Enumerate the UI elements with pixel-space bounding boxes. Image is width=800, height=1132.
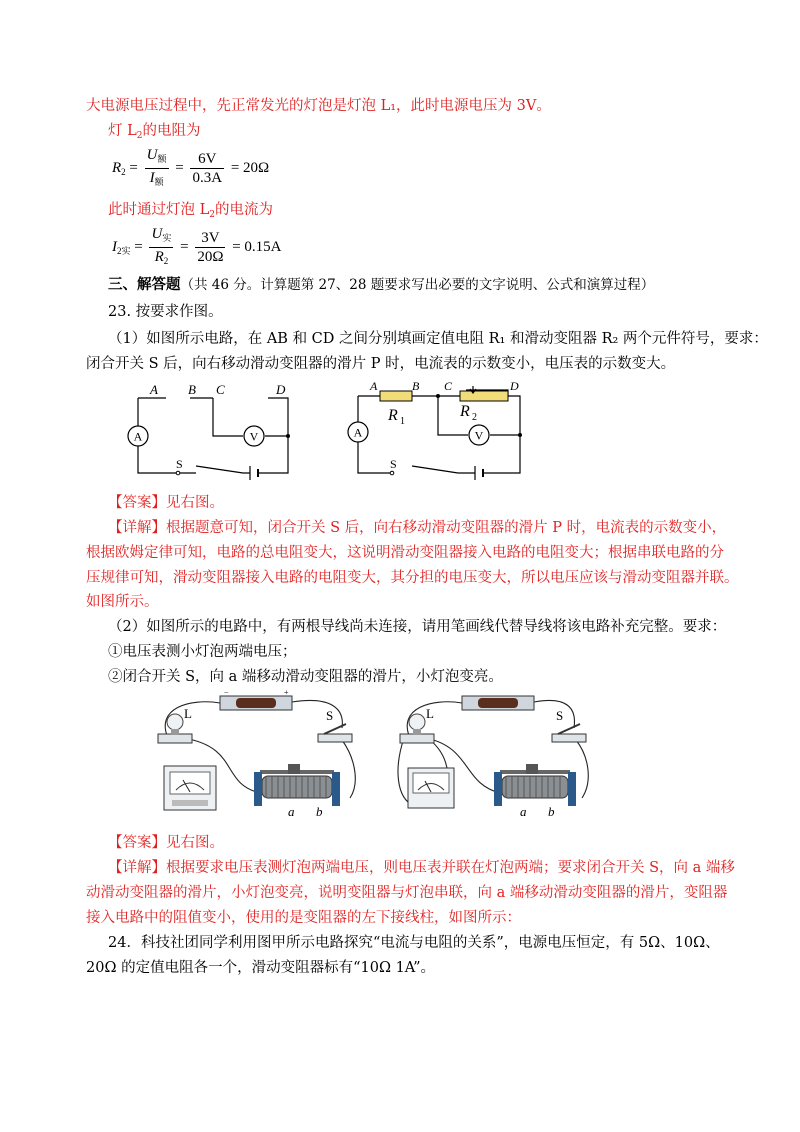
lamp-base [158, 734, 192, 743]
formula-symbol: R [112, 159, 122, 176]
point-label-d: D [276, 382, 286, 397]
subscript: 2 [209, 210, 215, 220]
switch-label: S [326, 708, 334, 723]
text-fragment: 灯 L [108, 123, 137, 139]
formula-result: = 20Ω [230, 159, 270, 176]
lamp-bulb-icon [167, 714, 183, 730]
voltmeter-label: V [474, 428, 484, 443]
rheostat-slider-icon [288, 764, 300, 774]
rheostat-slider-icon [526, 764, 538, 774]
formula-symbol: U [151, 226, 163, 242]
voltmeter-terminals [172, 800, 208, 806]
rheostat-r2 [460, 391, 508, 401]
point-label-c: C [216, 382, 225, 397]
wire [534, 700, 575, 728]
subscript: 实 [162, 233, 172, 243]
detail-1-line-c: 压规律可知，滑动变阻器接入电路的电阻变大，其分担的电压变大，所以电压应该与滑动变阻器并联。 [86, 570, 739, 586]
wire [213, 398, 243, 436]
wire [358, 442, 392, 473]
formula-symbol: R [154, 249, 164, 265]
wire [576, 740, 588, 798]
battery-minus-icon: − [224, 688, 229, 697]
point-label-a: A [150, 382, 158, 397]
text-fragment: 此时通过灯泡 L [108, 202, 210, 218]
subscript: 2实 [117, 245, 131, 256]
text-line-1: 大电源电压过程中，先正常发光的灯泡是灯泡 L₁，此时电源电压为 3V。 [86, 98, 551, 114]
question-24-line-b: 20Ω 的定值电阻各一个，滑动变阻器标有“10Ω 1A”。 [86, 960, 436, 976]
r2-label: R [460, 403, 470, 420]
question-23-1-line-b: 闭合开关 S 后，向右移动滑动变阻器的滑片 P 时，电流表的示数变小，电压表的示数变大。 [86, 356, 676, 372]
answer-2: 【答案】见右图。 [108, 835, 224, 851]
lamp-socket [413, 729, 421, 735]
denominator: 20Ω [197, 249, 224, 265]
fraction-2 [190, 150, 224, 187]
wire [292, 700, 342, 728]
formula-resistance: $R_2$ = $\frac{U_额}{I_额}$ = $\frac{6V}{0.3A}$ = 20Ω [112, 146, 269, 191]
subscript: 额 [157, 154, 167, 164]
point-label-b: B [188, 382, 196, 397]
denominator: 0.3A [192, 170, 223, 186]
switch-label: S [176, 457, 183, 471]
lamp-socket [171, 729, 179, 735]
text-lamp-current [108, 200, 273, 225]
question-24-line-a: 24．科技社团同学利用图甲所示电路探究“电流与电阻的关系”，电源电压恒定，有 5Ω、10Ω、 [108, 935, 720, 951]
terminal-label-a: a [288, 804, 295, 819]
switch-contact [176, 471, 180, 475]
point-label-a: A [370, 379, 378, 393]
r1-label: R [388, 407, 398, 424]
wire [138, 446, 178, 473]
fixed-resistor-r1 [380, 391, 412, 401]
subscript: 2 [136, 131, 143, 141]
rheostat-left-stand [254, 772, 262, 806]
lamp-label: L [184, 706, 192, 721]
ammeter-label: A [353, 425, 363, 440]
fraction-1 [149, 225, 173, 270]
formula-symbol: I [149, 170, 155, 186]
text-fragment: 的电阻为 [142, 123, 201, 139]
point-label-d: D [510, 379, 519, 393]
answer-1: 【答案】见右图。 [108, 495, 224, 511]
detail-2-line-a: 【详解】根据要求电压表测灯泡两端电压，则电压表并联在灯泡两端；要求闭合开关 S，向 a 端移 [108, 860, 735, 876]
rheostat-left-stand [494, 772, 502, 806]
question-23-2-line-b: ①电压表测小灯泡两端电压； [108, 644, 297, 660]
detail-2-line-c: 接入电路中的阻值变小，使用的是变阻器的左下接线柱，如图所示： [86, 910, 521, 926]
subscript: 2 [121, 166, 126, 177]
switch-label: S [556, 708, 564, 723]
switch-blade [196, 466, 243, 473]
text-lamp-resistance [108, 121, 200, 146]
junction-dot [436, 394, 440, 398]
battery-plus-icon: + [284, 688, 289, 697]
text-fragment: 的电流为 [214, 202, 273, 218]
battery-cell [478, 698, 518, 708]
ammeter-label: A [133, 429, 143, 444]
section-heading [108, 275, 654, 295]
detail-1-line-a: 【详解】根据题意可知，闭合开关 S 后，向右移动滑动变阻器的滑片 P 时，电流表的示数变小， [108, 520, 727, 536]
detail-1-line-b: 根据欧姆定律可知，电路的总电阻变大，这说明滑动变阻器接入电路的电阻变大；根据串联电路的分 [86, 545, 724, 561]
section-note: （共 46 分。计算题第 27、28 题要求写出必要的文字说明、公式和演算过程） [180, 277, 655, 293]
question-23-2-line-c: ②闭合开关 S，向 a 端移动滑动变阻器的滑片，小灯泡变亮。 [108, 669, 503, 685]
section-title: 三、解答题 [108, 276, 181, 293]
formula-result: = 0.15A [232, 238, 282, 255]
junction-dot [286, 434, 290, 438]
formula-symbol: I [112, 238, 117, 255]
physical-circuit-question [150, 688, 370, 826]
circuit-figure-1-question [118, 378, 298, 486]
numerator: 3V [195, 229, 225, 248]
switch-base [552, 734, 586, 742]
detail-2-line-b: 动滑动变阻器的滑片，小灯泡变亮，说明变阻器与灯泡串联，向 a 端移动滑动变阻器的滑片，变阻器 [86, 885, 728, 901]
r2-subscript: 2 [472, 412, 477, 423]
battery-cell [236, 698, 276, 708]
rheostat-right-stand [568, 772, 576, 806]
subscript: 2 [163, 256, 169, 266]
switch-label: S [390, 457, 397, 471]
question-23-1-line-a: （1）如图所示电路，在 AB 和 CD 之间分别填画定值电阻 R₁ 和滑动变阻器 R₂ 两个元件符号，要求： [108, 331, 768, 347]
physical-circuit-answer [392, 688, 602, 826]
formula-symbol: U [146, 147, 158, 163]
r1-subscript: 1 [400, 416, 405, 427]
fraction-1 [145, 146, 169, 191]
circuit-figure-1-answer [340, 378, 530, 486]
switch-lever-icon [324, 724, 346, 734]
numerator: 6V [190, 150, 224, 169]
subscript: 额 [154, 177, 164, 187]
point-label-c: C [444, 379, 453, 393]
voltmeter-label: V [249, 429, 259, 444]
question-23: 23. 按要求作图。 [108, 304, 223, 320]
detail-1-line-d: 如图所示。 [86, 594, 159, 610]
terminal-label-b: b [548, 804, 555, 819]
switch-blade [412, 466, 458, 473]
switch-base [318, 734, 352, 742]
terminal-label-a: a [520, 804, 527, 819]
lamp-label: L [426, 706, 434, 721]
question-23-2-line-a: （2）如图所示的电路中，有两根导线尚未连接，请用笔画线代替导线将该电路补充完整。要求： [108, 619, 727, 635]
terminal-label-b: b [316, 804, 323, 819]
wire [342, 740, 355, 798]
switch-lever-icon [558, 724, 580, 734]
lamp-bulb-icon [409, 714, 425, 730]
fraction-2 [195, 229, 225, 266]
lamp-base [400, 734, 434, 743]
junction-dot [518, 433, 522, 437]
switch-contact [390, 471, 394, 475]
rheostat-right-stand [332, 772, 340, 806]
formula-current: $I_{2实}$ = $\frac{U_实}{R_2}$ = $\frac{3V}{20\Omega}$ = 0.15A [112, 225, 282, 270]
point-label-b: B [412, 379, 420, 393]
